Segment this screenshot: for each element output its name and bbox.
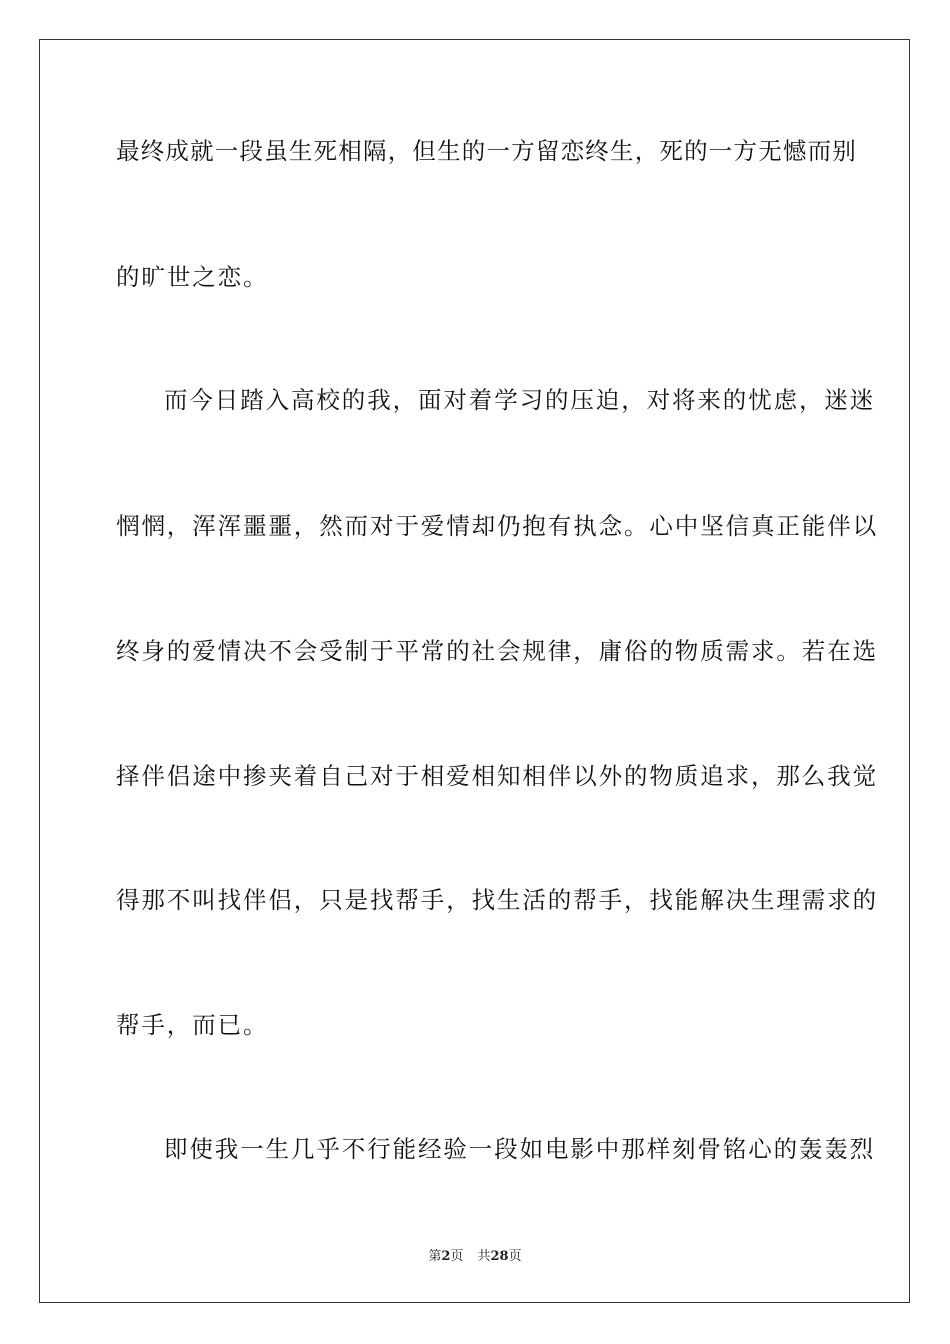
total-pages: 28 bbox=[490, 1249, 509, 1264]
text-line: 的旷世之恋。 bbox=[116, 263, 269, 291]
paragraph-start-line: 即使我一生几乎不行能经验一段如电影中那样刻骨铭心的轰轰烈 bbox=[164, 1135, 876, 1163]
text-line: 惘惘，浑浑噩噩，然而对于爱情却仍抱有执念。心中坚信真正能伴以 bbox=[116, 512, 878, 540]
text-line: 择伴侣途中掺夹着自己对于相爱相知相伴以外的物质追求，那么我觉 bbox=[116, 762, 878, 790]
text-line: 帮手，而已。 bbox=[116, 1011, 269, 1039]
total-pages-label: 共28页 bbox=[477, 1249, 522, 1264]
page-label: 第2页 bbox=[428, 1249, 464, 1264]
text-line: 得那不叫找伴侣，只是找帮手，找生活的帮手，找能解决生理需求的 bbox=[116, 886, 878, 914]
paragraph-start-line: 而今日踏入高校的我，面对着学习的压迫，对将来的忧虑，迷迷 bbox=[164, 386, 876, 414]
text-line: 终身的爱情决不会受制于平常的社会规律，庸俗的物质需求。若在选 bbox=[116, 637, 878, 665]
page-frame bbox=[39, 39, 910, 1303]
text-line: 最终成就一段虽生死相隔，但生的一方留恋终生，死的一方无憾而别 bbox=[116, 137, 857, 165]
page-footer bbox=[0, 1248, 950, 1266]
page-number: 2 bbox=[441, 1249, 451, 1264]
